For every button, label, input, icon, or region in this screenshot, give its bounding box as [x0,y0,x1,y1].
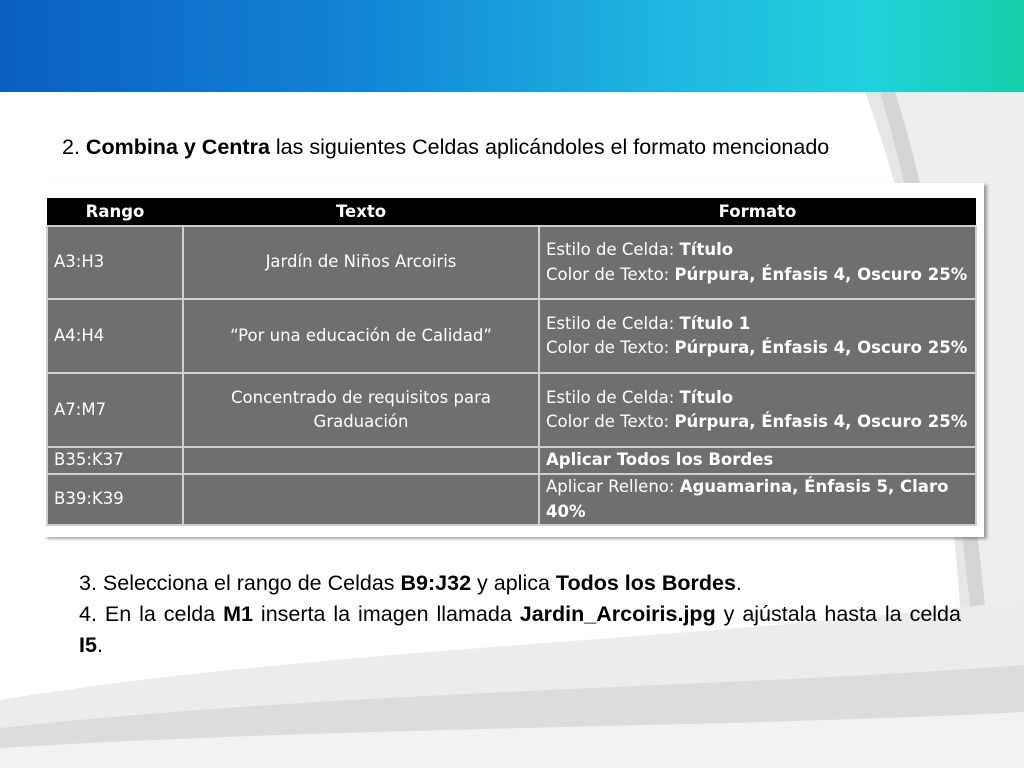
instruction-3-text: y aplica [477,571,550,595]
cell-format [539,373,976,447]
format-value: Púrpura, Énfasis 4, Oscuro 25% [674,412,968,431]
table-row [47,373,976,447]
cell-range: A3:H3 [47,226,183,299]
table-row [47,226,976,299]
cell-format [539,299,976,373]
format-label: Color de Texto: [546,412,670,431]
cell-range: A4:H4 [47,299,183,373]
format-table-panel [44,183,984,537]
instruction-4-cell: M1 [223,602,253,626]
format-value: Aplicar Todos los Bordes [546,450,774,470]
instruction-2 [62,133,852,181]
format-value: Título 1 [679,313,751,333]
header-formato: Formato [539,198,976,226]
cell-format [539,447,976,474]
format-value: Púrpura, Énfasis 4, Oscuro 25% [674,338,968,357]
instruction-4-end-cell: I5 [79,633,97,657]
format-table [46,198,977,526]
table-row [47,474,976,525]
cell-range: B39:K39 [47,474,183,525]
format-label: Color de Texto: [546,338,670,357]
instruction-3-range: B9:J32 [400,571,472,595]
cell-range: A7:M7 [47,373,183,447]
format-value: Título [679,387,734,407]
table-header-row [47,198,976,226]
cell-range: B35:K37 [47,447,183,474]
cell-format [539,226,976,299]
cell-text [183,474,539,525]
cell-text [183,447,539,474]
format-label: Color de Texto: [546,264,670,284]
instruction-3-borders: Todos los Bordes [555,571,736,595]
instruction-4-text: inserta la imagen llamada [260,602,512,626]
instruction-3-text: 3. Selecciona el rango de Celdas [79,571,395,595]
instruction-4-period: . [96,633,103,657]
instruction-2-bold: Combina y Centra [85,135,270,159]
header-texto: Texto [183,198,539,226]
format-value: Título [679,240,734,259]
format-label: Estilo de Celda: [546,313,675,333]
instruction-4-text: 4. En la celda [79,602,216,626]
instructions-block [79,568,961,661]
table-row [47,447,976,474]
header-rango: Rango [47,198,183,226]
instruction-2-rest: las siguientes Celdas aplicándoles el formato mencionado [275,135,830,159]
table-row [47,299,976,373]
format-label: Estilo de Celda: [546,240,675,259]
instruction-3-period: . [735,571,742,595]
format-value: Aguamarina, Énfasis 5, Claro 40% [546,477,949,521]
instruction-3 [79,568,961,599]
format-label: Estilo de Celda: [546,387,675,407]
cell-text: “Por una educación de Calidad” [183,299,539,373]
instruction-4-text: y ajústala hasta la celda [723,602,961,626]
instruction-4-image-name: Jardin_Arcoiris.jpg [519,602,716,626]
instruction-2-number: 2. [62,135,80,159]
format-value: Púrpura, Énfasis 4, Oscuro 25% [674,264,968,284]
format-label: Aplicar Relleno: [546,477,675,496]
cell-format [539,474,976,525]
instruction-4 [79,599,961,661]
cell-text: Jardín de Niños Arcoiris [183,226,539,299]
cell-text: Concentrado de requisitos para Graduación [183,373,539,447]
